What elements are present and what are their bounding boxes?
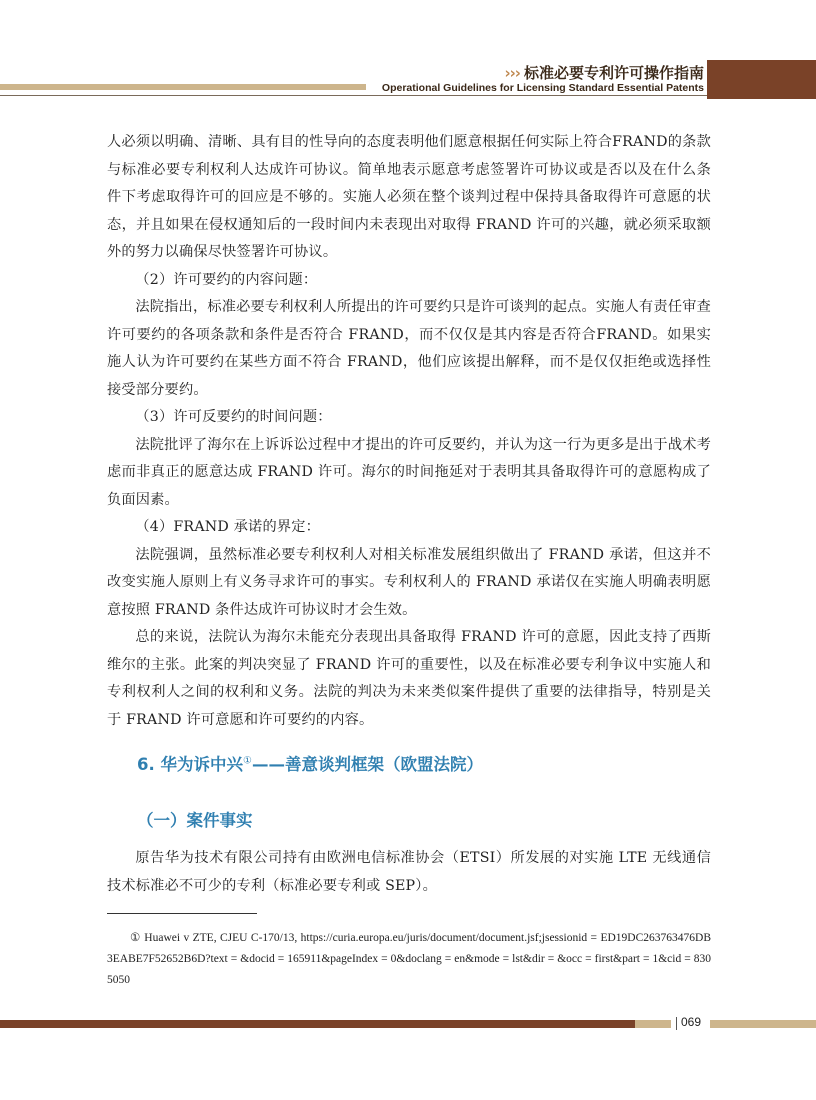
footer-gold-rule [635, 1020, 671, 1028]
list-item-heading: （3）许可反要约的时间问题： [135, 409, 332, 425]
footer-brown-rule [0, 1020, 635, 1028]
paragraph: 法院指出，标准必要专利权利人所提出的许可要约只是许可谈判的起点。实施人有责任审查许可要约的各项条款和条件是否符合 FRAND，而不仅仅是其内容是否符合FRAND。如果实施人认为许可要约在某些方面不符合 FRAND，他们应该提出解释，而不是仅仅拒绝或选择性接受部分要约。 [107, 299, 711, 398]
section-heading [137, 751, 483, 775]
paragraph: 总的来说，法院认为海尔未能充分表现出具备取得 FRAND 许可的意愿，因此支持了西斯维尔的主张。此案的判决突显了 FRAND 许可的重要性，以及在标准必要专利争议中实施人和专利权利人之间的权利和义务。法院的判决为未来类似案件提供了重要的法律指导，特别是关于 FRAND 许可意愿和许可要约的内容。 [107, 629, 711, 728]
section-heading-prefix: 6. 华为诉中兴 [137, 755, 243, 774]
footer-gold-rule-right [710, 1020, 816, 1028]
paragraph: 原告华为技术有限公司持有由欧洲电信标准协会（ETSI）所发展的对实施 LTE 无线通信技术标准必不可少的专利（标准必要专利或 SEP）。 [107, 850, 711, 894]
section-body [107, 845, 711, 900]
section-heading-suffix: ——善意谈判框架（欧盟法院） [251, 755, 483, 774]
paragraph: 法院批评了海尔在上诉诉讼过程中才提出的许可反要约，并认为这一行为更多是出于战术考虑而非真正的愿意达成 FRAND 许可。海尔的时间拖延对于表明其具备取得许可的意愿构成了负面因素。 [107, 436, 711, 508]
header-color-block [707, 60, 816, 99]
header-gold-rule [0, 84, 366, 90]
page-number: 069 [681, 1015, 702, 1029]
footnote-rule [107, 913, 257, 914]
header-thin-rule [0, 95, 707, 96]
chevron-icon: ››› [504, 64, 520, 82]
footnote-reference-link[interactable]: ① [243, 755, 252, 767]
list-item-heading: （2）许可要约的内容问题： [135, 271, 318, 288]
paragraph: 法院强调，虽然标准必要专利权利人对相关标准发展组织做出了 FRAND 承诺，但这并不改变实施人原则上有义务寻求许可的事实。专利权利人的 FRAND 承诺仅在实施人明确表明愿意按照 FRAND 条件达成许可协议时才会生效。 [107, 546, 711, 618]
footer-divider [676, 1017, 677, 1030]
header-title-text: 标准必要专利许可操作指南 [523, 64, 704, 82]
body-text [107, 129, 711, 734]
footnote: ① Huawei v ZTE, CJEU C-170/13, https://curia.europa.eu/juris/document/document.jsf;jsessionid = ED19DC263763476DB3EABE7F52652B6D?text = &docid = 165911&pageIndex = 0&doclang = en&mode = lst&dir = &occ = first&part = 1&cid = 8305050 [107, 932, 711, 986]
running-header-title [504, 62, 704, 83]
running-header-subtitle: Operational Guidelines for Licensing Standard Essential Patents [381, 82, 704, 94]
subsection-heading: （一）案件事实 [137, 811, 253, 830]
list-item-heading: （4）FRAND 承诺的界定： [135, 519, 320, 535]
paragraph-continued: 人必须以明确、清晰、具有目的性导向的态度表明他们愿意根据任何实际上符合FRAND的条款与标准必要专利权利人达成许可协议。简单地表示愿意考虑签署许可协议或是否以及在什么条件下考虑取得许可的回应是不够的。实施人必须在整个谈判过程中保持具备取得许可意愿的状态，并且如果在侵权通知后的一段时间内未表现出对取得 FRAND 许可的兴趣，就必须采取额外的努力以确保尽快签署许可协议。 [107, 134, 711, 260]
